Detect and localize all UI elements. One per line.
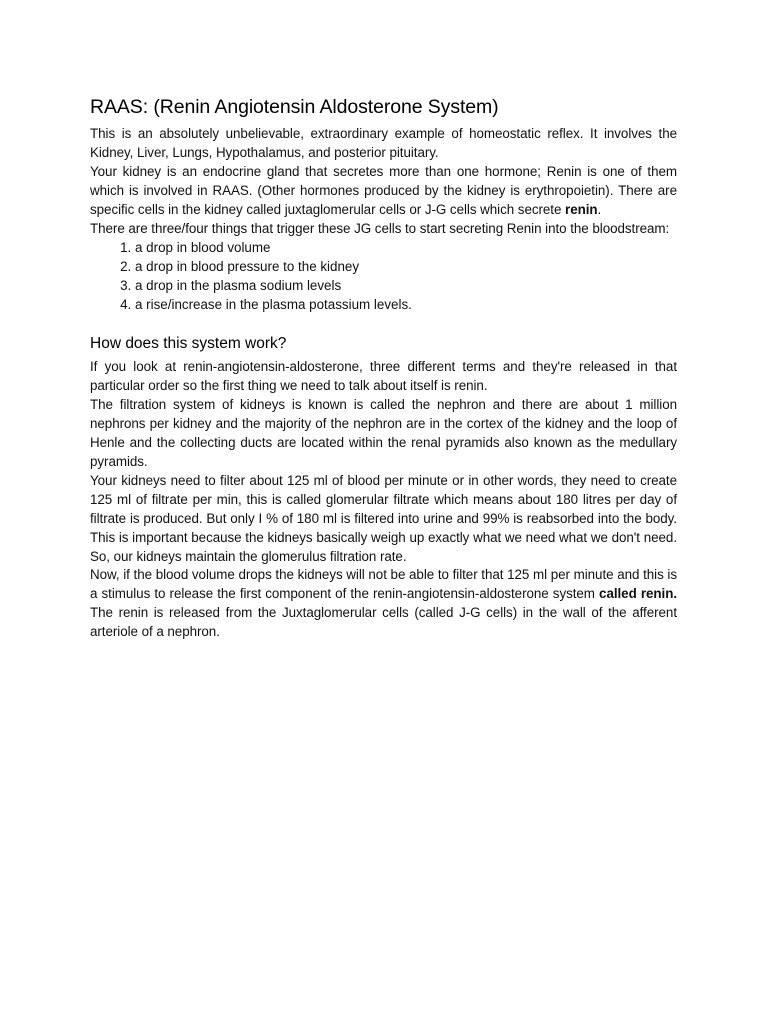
section-paragraph-4-text: Now, if the blood volume drops the kidneys will not be able to filter that 125 ml per minute and this is a stimulus to release the first component of the renin-angiotensin-aldosterone system: [90, 567, 677, 602]
intro-paragraph-2-end: .: [597, 201, 602, 217]
section-paragraph-1: If you look at renin-angiotensin-aldosterone, three different terms and they're released in that particular order so the first thing we need to talk about itself is renin.: [90, 359, 677, 394]
section-heading: How does this system work?: [90, 335, 287, 353]
list-item: 2. a drop in blood pressure to the kidney: [135, 257, 677, 276]
called-renin-bold: called renin.: [599, 586, 677, 602]
page-title: RAAS: (Renin Angiotensin Aldosterone System): [90, 96, 499, 118]
trigger-list: [90, 238, 677, 314]
list-item: 1. a drop in blood volume: [135, 238, 677, 257]
intro-paragraph-1: This is an absolutely unbelievable, extraordinary example of homeostatic reflex. It involves the Kidney, Liver, Lungs, Hypothalamus, and posterior pituitary.: [90, 126, 677, 160]
section-paragraph-2: The filtration system of kidneys is known is called the nephron and there are about 1 million nephrons per kidney and the majority of the nephron are in the cortex of the kidney and the loop of Henle and the collecting ducts are located within the renal pyramids also known as the medullary pyramids.: [90, 397, 677, 469]
intro-paragraph-3: There are three/four things that trigger these JG cells to start secreting Renin into the bloodstream:: [90, 220, 670, 236]
list-item: 3. a drop in the plasma sodium levels: [135, 276, 677, 295]
renin-bold-term: renin: [565, 201, 598, 217]
intro-paragraph-2-text: Your kidney is an endocrine gland that secretes more than one hormone; Renin is one of them which is involved in RAAS. (Other hormones produced by the kidney is erythropoietin). There are specific cells in the kidney called juxtaglomerular cells or J-G cells which secrete: [90, 163, 677, 217]
section-paragraph-3: Your kidneys need to filter about 125 ml of blood per minute or in other words, they need to create 125 ml of filtrate per min, this is called glomerular filtrate which means about 180 litres per day of filtrate is produced. But only I % of 180 ml is filtered into urine and 99% is reabsorbed into the body. This is important because the kidneys basically weigh up exactly what we need what we don't need. So, our kidneys maintain the glomerulus filtration rate.: [90, 472, 677, 564]
list-item: 4. a rise/increase in the plasma potassium levels.: [135, 295, 677, 314]
section-paragraph-4: [90, 566, 677, 642]
section-paragraph-4-end: The renin is released from the Juxtaglomerular cells (called J-G cells) in the wall of the afferent arteriole of a nephron.: [90, 605, 677, 640]
intro-paragraph-2: [90, 163, 677, 220]
